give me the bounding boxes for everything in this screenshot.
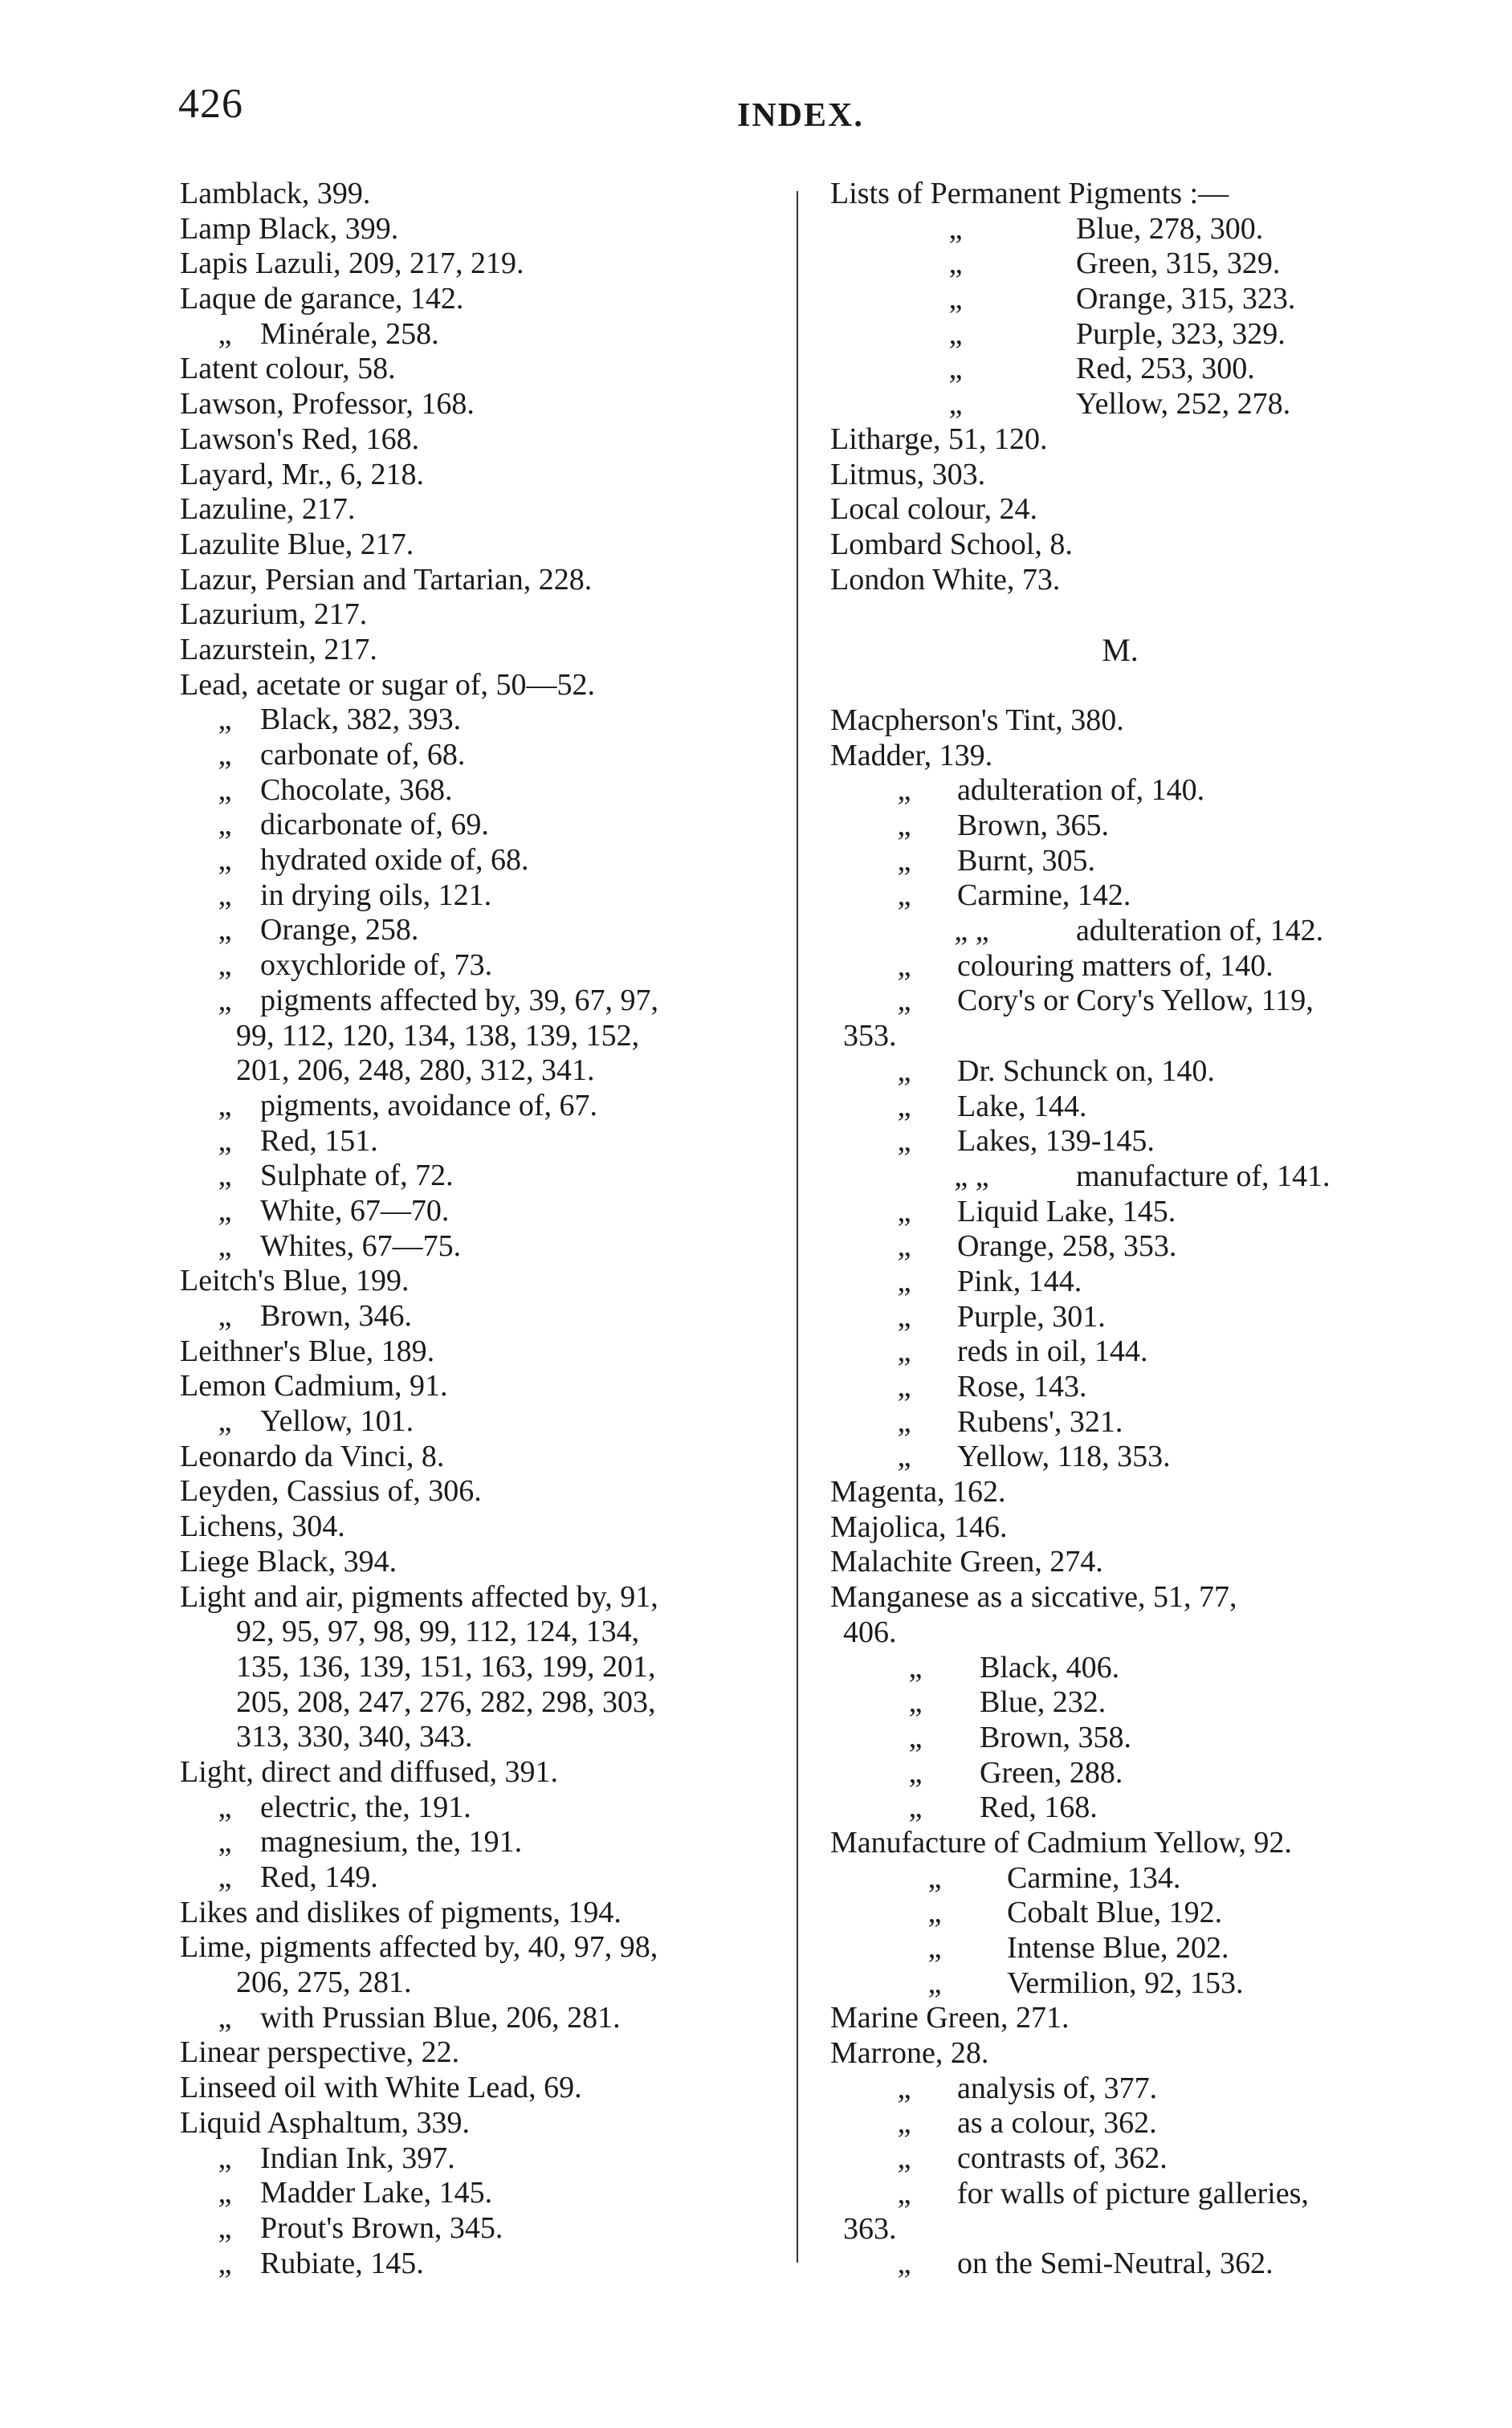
subentry-text: manufacture of, 141. <box>1076 1159 1331 1193</box>
subentry-text: Blue, 232. <box>980 1685 1106 1720</box>
ditto-mark: „ <box>897 1299 911 1334</box>
ditto-mark: „ <box>218 843 232 878</box>
subentry-text: as a colour, 362. <box>957 2106 1157 2141</box>
subentry-text: Sulphate of, 72. <box>260 1159 454 1193</box>
index-entry: Layard, Mr., 6, 218. <box>180 457 424 491</box>
subentry-text: electric, the, 191. <box>260 1790 471 1824</box>
ditto-mark: „ <box>218 2246 232 2280</box>
subentry-text: Prout's Brown, 345. <box>260 2210 503 2245</box>
index-entry: London White, 73. <box>830 562 1061 597</box>
ditto-mark: „ <box>908 1720 923 1754</box>
index-subentry <box>161 1825 771 1860</box>
index-entry-continuation: 99, 112, 120, 134, 138, 139, 152, <box>236 1018 640 1053</box>
ditto-mark: „ <box>897 843 911 878</box>
subentry-text: Rubens', 321. <box>957 1404 1123 1439</box>
index-entry: Lamp Black, 399. <box>180 211 399 246</box>
index-subentry <box>811 1896 1429 1931</box>
index-subentry <box>811 1685 1429 1721</box>
ditto-mark: „ <box>897 1334 911 1369</box>
subentry-text: Green, 315, 329. <box>1076 246 1281 281</box>
index-entry: Litmus, 303. <box>830 457 986 491</box>
index-entry: Macpherson's Tint, 380. <box>830 703 1124 737</box>
index-entry: Lazuline, 217. <box>180 492 356 527</box>
subentry-text: carbonate of, 68. <box>260 738 466 772</box>
subentry-text: for walls of picture galleries, <box>957 2176 1309 2210</box>
index-subentry <box>161 2176 771 2211</box>
ditto-mark: „ <box>218 913 232 947</box>
index-entry: Marine Green, 271. <box>830 2001 1070 2035</box>
index-entry: Lazurium, 217. <box>180 597 368 632</box>
index-entry-continuation: 92, 95, 97, 98, 99, 112, 124, 134, <box>236 1615 640 1649</box>
index-entry: Linear perspective, 22. <box>180 2035 460 2070</box>
index-entry-continuation: 313, 330, 340, 343. <box>236 1720 473 1754</box>
ditto-mark: „ <box>897 1370 911 1403</box>
subentry-text: Blue, 278, 300. <box>1076 211 1264 246</box>
ditto-mark: „ <box>948 387 963 422</box>
subentry-text: Purple, 323, 329. <box>1076 316 1286 351</box>
ditto-mark: „ <box>218 1159 232 1193</box>
index-entry: Leonardo da Vinci, 8. <box>180 1439 445 1473</box>
ditto-mark: „ <box>897 948 911 983</box>
index-subentry <box>161 1404 771 1440</box>
subentry-text: Chocolate, 368. <box>260 772 453 807</box>
subentry-text: pigments affected by, 39, 67, 97, <box>260 983 659 1017</box>
ditto-mark: „ <box>218 2000 232 2035</box>
left-index-column <box>161 177 771 2281</box>
ditto-mark: „ <box>218 2176 232 2210</box>
index-entry: Madder, 139. <box>830 738 993 772</box>
index-entry: Lombard School, 8. <box>830 527 1073 561</box>
index-subentry <box>811 1054 1429 1090</box>
index-subentry <box>161 878 771 914</box>
index-subentry <box>811 1966 1429 2002</box>
subentry-text: Red, 149. <box>260 1860 378 1894</box>
index-subentry <box>811 1265 1429 1300</box>
index-subentry <box>811 1721 1429 1756</box>
ditto-mark: „ <box>897 1124 911 1159</box>
index-subentry <box>161 738 771 773</box>
index-entry: Lapis Lazuli, 209, 217, 219. <box>180 246 524 281</box>
index-subentry <box>811 1440 1429 1475</box>
subentry-text: Yellow, 252, 278. <box>1076 387 1291 422</box>
index-subentry <box>811 1229 1429 1265</box>
index-subentry <box>811 1931 1429 1966</box>
index-entry: Linseed oil with White Lead, 69. <box>180 2071 582 2105</box>
index-subentry <box>161 1089 771 1124</box>
index-subentry <box>161 2141 771 2177</box>
index-entry-continuation: 206, 275, 281. <box>236 1966 412 2000</box>
subentry-text: adulteration of, 140. <box>957 773 1205 808</box>
ditto-mark: „ <box>218 1193 232 1228</box>
index-entry: Lamblack, 399. <box>180 177 371 210</box>
index-subentry <box>161 1860 771 1896</box>
index-entry: Lazurstein, 217. <box>180 632 377 666</box>
ditto-mark: „ <box>897 1264 911 1298</box>
index-entry: Marrone, 28. <box>830 2036 989 2071</box>
subentry-text: Orange, 315, 323. <box>1076 282 1296 316</box>
subentry-text: Cory's or Cory's Yellow, 119, <box>957 984 1314 1018</box>
subentry-text: hydrated oxide of, 68. <box>260 843 529 878</box>
index-entry: Lead, acetate or sugar of, 50—52. <box>180 667 596 702</box>
index-subentry <box>161 2247 771 2282</box>
index-subentry <box>811 1370 1429 1405</box>
subentry-text: Rose, 143. <box>957 1370 1087 1403</box>
index-entry: Lichens, 304. <box>180 1509 345 1544</box>
subentry-text: in drying oils, 121. <box>260 878 492 912</box>
ditto-mark: „ <box>218 1404 232 1439</box>
subentry-text: Minérale, 258. <box>260 316 439 351</box>
index-subentry <box>161 913 771 948</box>
subentry-text: Brown, 365. <box>957 809 1109 842</box>
index-subentry <box>161 984 771 1019</box>
index-subentry <box>811 212 1429 247</box>
index-subentry <box>811 2072 1429 2107</box>
index-entry: Laque de garance, 142. <box>180 282 464 316</box>
ditto-mark: „ <box>897 2071 911 2105</box>
subentry-text: Lake, 144. <box>957 1089 1087 1123</box>
subentry-text: Black, 406. <box>980 1650 1120 1685</box>
ditto-mark: „ <box>908 1685 923 1720</box>
ditto-mark: „ <box>927 1931 942 1965</box>
index-subentry <box>161 843 771 878</box>
subentry-text: White, 67—70. <box>260 1193 450 1228</box>
ditto-mark: „ <box>218 808 232 842</box>
ditto-mark: „ <box>908 1755 923 1790</box>
subentry-text: oxychloride of, 73. <box>260 948 493 983</box>
index-subentry <box>811 317 1429 352</box>
index-entry: Lemon Cadmium, 91. <box>180 1369 448 1403</box>
index-subentry <box>161 1229 771 1265</box>
subentry-text: reds in oil, 144. <box>957 1334 1148 1369</box>
index-entry-continuation: 406. <box>843 1615 897 1649</box>
ditto-mark: „ <box>897 984 911 1018</box>
ditto-mark: „ <box>948 211 963 246</box>
ditto-mark: „ <box>897 1194 911 1228</box>
subentry-text: contrasts of, 362. <box>957 2141 1168 2176</box>
subentry-text: Black, 382, 393. <box>260 703 462 737</box>
column-divider <box>797 191 798 2263</box>
index-entry: Manufacture of Cadmium Yellow, 92. <box>830 1825 1292 1860</box>
index-subentry <box>811 282 1429 317</box>
index-entry-continuation: 353. <box>843 1019 897 1053</box>
index-subentry <box>811 2177 1429 2212</box>
subentry-text: Yellow, 101. <box>260 1404 414 1439</box>
ditto-mark: „ <box>948 282 963 316</box>
index-subentry <box>811 1159 1429 1195</box>
subentry-text: analysis of, 377. <box>957 2071 1158 2105</box>
index-subentry <box>811 2106 1429 2141</box>
subentry-text: Green, 288. <box>980 1755 1123 1790</box>
subentry-text: Red, 253, 300. <box>1076 352 1255 386</box>
ditto-mark: „ <box>897 2247 911 2281</box>
right-index-column <box>811 177 1429 2282</box>
subentry-text: Rubiate, 145. <box>260 2246 424 2280</box>
subentry-text: Carmine, 142. <box>957 878 1131 913</box>
ditto-mark: „ <box>218 1228 232 1263</box>
index-subentry <box>811 984 1429 1019</box>
ditto-mark: „ <box>218 1123 232 1158</box>
page-number: 426 <box>178 81 243 127</box>
index-subentry <box>811 914 1429 949</box>
index-subentry <box>811 1651 1429 1686</box>
subentry-text: Orange, 258, 353. <box>957 1229 1177 1264</box>
index-subentry <box>161 773 771 809</box>
section-letter-heading: M. <box>1102 633 1139 668</box>
ditto-mark: „ <box>948 352 963 386</box>
index-entry: Majolica, 146. <box>830 1509 1008 1544</box>
index-subentry <box>811 2247 1429 2282</box>
subentry-text: Whites, 67—75. <box>260 1228 462 1263</box>
index-entry: Lists of Permanent Pigments :— <box>830 177 1229 210</box>
index-subentry <box>811 387 1429 422</box>
subentry-text: with Prussian Blue, 206, 281. <box>260 2000 621 2035</box>
index-subentry <box>811 352 1429 387</box>
ditto-mark: „ <box>218 1299 232 1333</box>
blank-line <box>811 597 1429 633</box>
subentry-text: Vermilion, 92, 153. <box>1007 1966 1244 2000</box>
subentry-text: Indian Ink, 397. <box>260 2141 455 2175</box>
subentry-text: Cobalt Blue, 192. <box>1007 1896 1223 1930</box>
subentry-text: dicarbonate of, 69. <box>260 808 489 842</box>
ditto-mark: „ <box>897 2176 911 2210</box>
index-subentry <box>161 703 771 738</box>
index-subentry <box>811 1790 1429 1826</box>
ditto-mark: „ <box>218 772 232 807</box>
index-entry: Latent colour, 58. <box>180 352 396 386</box>
index-entry: Litharge, 51, 120. <box>830 422 1048 456</box>
ditto-mark: „ <box>218 1825 232 1860</box>
subentry-text: Brown, 346. <box>260 1299 412 1333</box>
subentry-text: Burnt, 305. <box>957 843 1096 878</box>
index-entry: Leyden, Cassius of, 306. <box>180 1474 482 1509</box>
index-entry: Light, direct and diffused, 391. <box>180 1754 559 1789</box>
ditto-mark: „ <box>897 2141 911 2176</box>
index-subentry <box>811 2141 1429 2177</box>
subentry-text: Pink, 144. <box>957 1264 1082 1298</box>
subentry-text: Red, 168. <box>980 1790 1098 1825</box>
index-subentry <box>811 1405 1429 1440</box>
index-subentry <box>161 1790 771 1826</box>
ditto-mark: „ <box>927 1966 942 2000</box>
subentry-text: Red, 151. <box>260 1123 378 1158</box>
index-entry: Lazur, Persian and Tartarian, 228. <box>180 562 593 597</box>
subentry-text: colouring matters of, 140. <box>957 948 1274 983</box>
ditto-mark: „ <box>218 738 232 772</box>
ditto-mark: „ <box>948 316 963 351</box>
ditto-mark: „ <box>897 1440 911 1474</box>
index-entry-continuation: 135, 136, 139, 151, 163, 199, 201, <box>236 1649 656 1684</box>
index-entry: Leithner's Blue, 189. <box>180 1334 435 1368</box>
index-subentry <box>161 1124 771 1159</box>
index-subentry <box>811 1861 1429 1896</box>
index-subentry <box>161 317 771 352</box>
index-subentry <box>811 878 1429 914</box>
ditto-mark: „ <box>927 1860 942 1895</box>
index-subentry <box>161 1194 771 1229</box>
index-subentry <box>811 809 1429 844</box>
index-entry-continuation: 205, 208, 247, 276, 282, 298, 303, <box>236 1685 656 1719</box>
subentry-text: adulteration of, 142. <box>1076 914 1324 948</box>
ditto-mark: „ <box>897 1089 911 1123</box>
ditto-mark: „ <box>908 1790 923 1825</box>
index-entry: Liquid Asphaltum, 339. <box>180 2105 470 2140</box>
ditto-mark: „ <box>897 1404 911 1439</box>
running-title: INDEX. <box>737 97 864 134</box>
subentry-text: Brown, 358. <box>980 1720 1131 1754</box>
index-entry-continuation: 363. <box>843 2211 897 2246</box>
index-entry: Lawson's Red, 168. <box>180 422 420 456</box>
ditto-mark: „ <box>948 246 963 281</box>
ditto-mark: „ <box>897 1053 911 1088</box>
index-entry: Lazulite Blue, 217. <box>180 527 414 561</box>
index-entry: Light and air, pigments affected by, 91, <box>180 1579 658 1614</box>
index-subentry <box>811 1756 1429 1791</box>
index-entry-continuation: 201, 206, 248, 280, 312, 341. <box>236 1053 595 1088</box>
index-subentry <box>161 1299 771 1334</box>
index-subentry <box>811 844 1429 879</box>
index-subentry <box>811 1090 1429 1125</box>
ditto-mark: „ <box>218 878 232 912</box>
index-subentry <box>161 948 771 984</box>
ditto-mark: „ <box>218 2210 232 2245</box>
index-entry: Likes and dislikes of pigments, 194. <box>180 1895 622 1929</box>
ditto-mark: „ <box>218 1860 232 1894</box>
ditto-mark: „ „ <box>954 914 989 948</box>
ditto-mark: „ <box>927 1896 942 1930</box>
index-subentry <box>811 1124 1429 1159</box>
subentry-text: on the Semi-Neutral, 362. <box>957 2247 1274 2281</box>
ditto-mark: „ <box>908 1650 923 1685</box>
ditto-mark: „ <box>897 809 911 842</box>
blank-line <box>811 668 1429 703</box>
subentry-text: Orange, 258. <box>260 913 419 947</box>
index-entry: Lawson, Professor, 168. <box>180 387 475 422</box>
subentry-text: pigments, avoidance of, 67. <box>260 1088 598 1122</box>
subentry-text: Carmine, 134. <box>1007 1860 1181 1895</box>
ditto-mark: „ <box>218 316 232 351</box>
index-subentry <box>811 1334 1429 1370</box>
index-subentry <box>811 246 1429 282</box>
ditto-mark: „ <box>218 1088 232 1122</box>
subentry-text: Madder Lake, 145. <box>260 2176 493 2210</box>
subentry-text: Intense Blue, 202. <box>1007 1931 1229 1965</box>
ditto-mark: „ <box>897 2106 911 2141</box>
index-entry: Malachite Green, 274. <box>830 1545 1103 1579</box>
index-entry: Leitch's Blue, 199. <box>180 1264 410 1298</box>
index-subentry <box>811 949 1429 984</box>
index-subentry <box>811 773 1429 809</box>
ditto-mark: „ <box>897 773 911 808</box>
index-subentry <box>161 2001 771 2036</box>
index-subentry <box>811 1195 1429 1230</box>
index-entry: Local colour, 24. <box>830 492 1038 527</box>
subentry-text: Purple, 301. <box>957 1299 1106 1334</box>
ditto-mark: „ <box>218 983 232 1017</box>
ditto-mark: „ <box>218 2141 232 2175</box>
index-subentry <box>811 1300 1429 1335</box>
subentry-text: Yellow, 118, 353. <box>957 1440 1171 1474</box>
ditto-mark: „ <box>218 1790 232 1824</box>
ditto-mark: „ <box>218 948 232 983</box>
subentry-text: Liquid Lake, 145. <box>957 1194 1176 1228</box>
index-entry: Magenta, 162. <box>830 1475 1006 1509</box>
index-entry: Liege Black, 394. <box>180 1544 397 1579</box>
index-subentry <box>161 2211 771 2247</box>
index-subentry <box>161 808 771 843</box>
index-subentry <box>161 1159 771 1194</box>
index-entry: Manganese as a siccative, 51, 77, <box>830 1580 1237 1615</box>
ditto-mark: „ <box>897 878 911 913</box>
index-entry: Lime, pigments affected by, 40, 97, 98, <box>180 1930 658 1965</box>
ditto-mark: „ <box>218 703 232 737</box>
subentry-text: magnesium, the, 191. <box>260 1825 523 1860</box>
subentry-text: Lakes, 139-145. <box>957 1124 1155 1159</box>
subentry-text: Dr. Schunck on, 140. <box>957 1053 1215 1088</box>
ditto-mark: „ „ <box>954 1159 989 1193</box>
ditto-mark: „ <box>897 1229 911 1264</box>
